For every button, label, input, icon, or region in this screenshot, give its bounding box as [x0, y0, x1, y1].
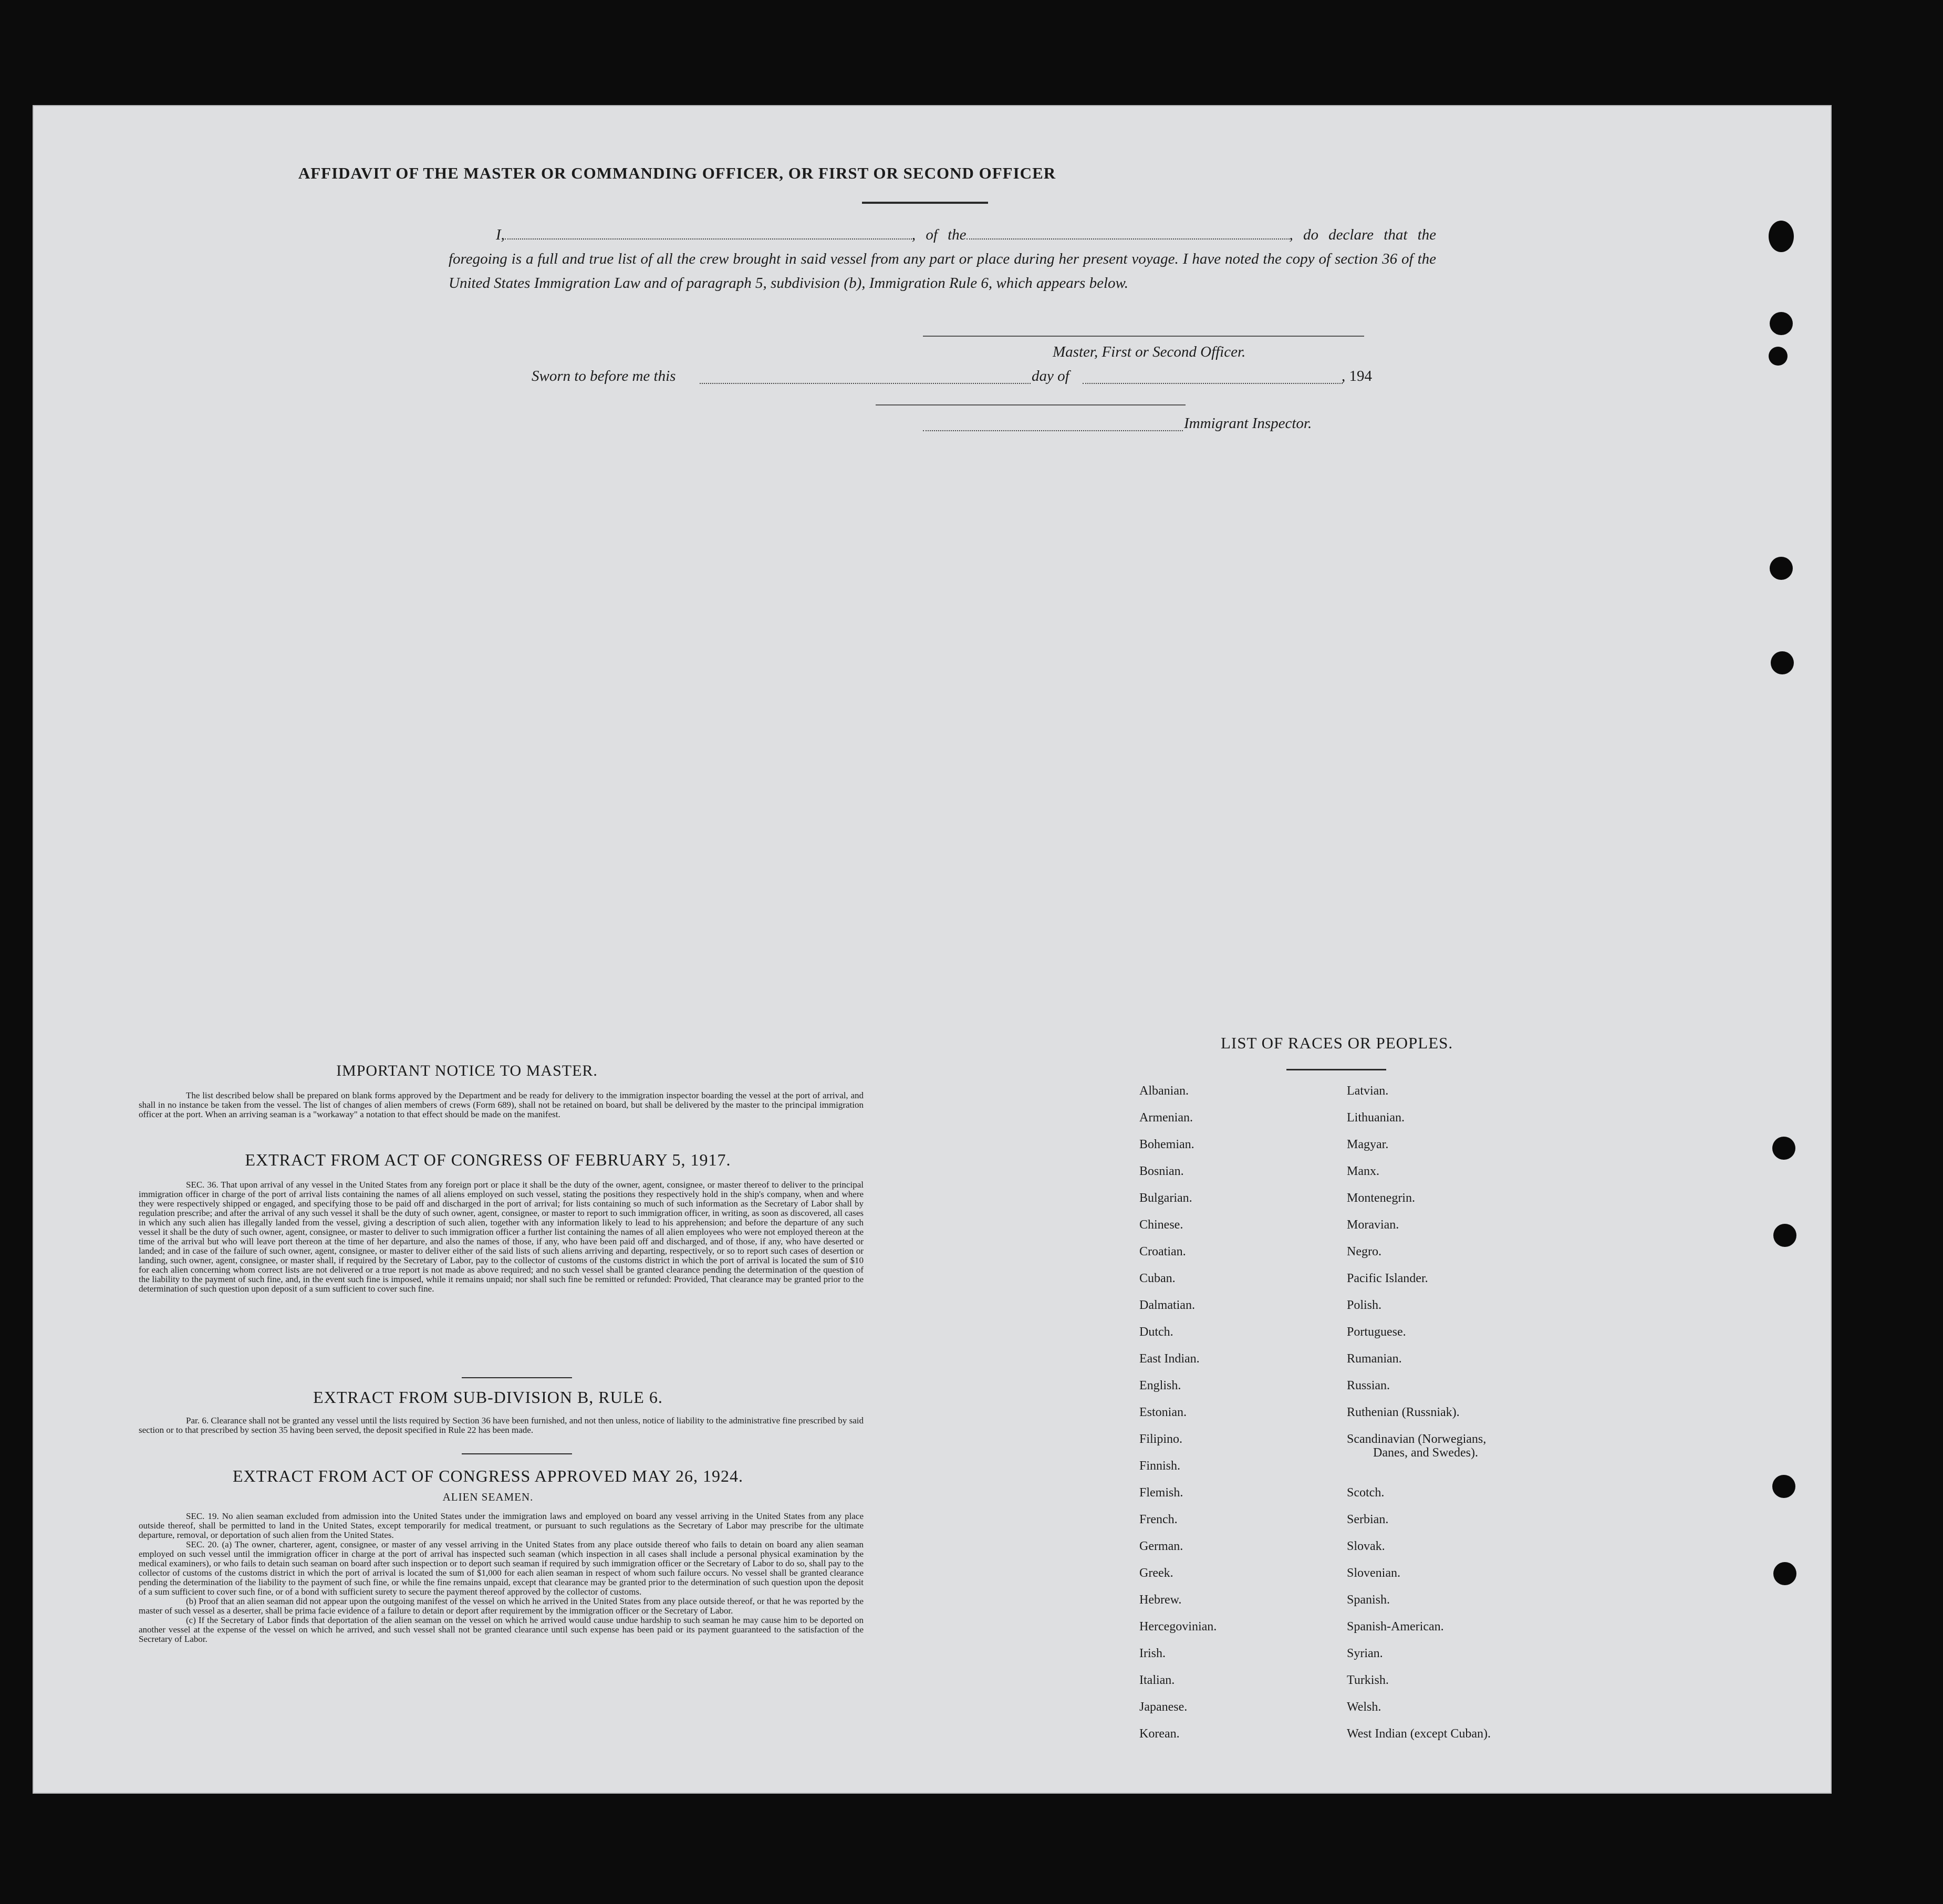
divider	[462, 1377, 572, 1378]
declaration-do-declare: , do declare	[1289, 226, 1374, 243]
race-item: Korean.	[1139, 1727, 1180, 1741]
sworn-date-blank[interactable]	[700, 383, 1031, 384]
sec20c-text: (c) If the Secretary of Labor finds that deportation of the alien seaman on the vessel on which he arrived would cause undue hardship to such seaman he may cause him to be deported on another vessel at the expense of the vessel on which he arrived, and such vessel shall not be granted clearance until such expense has been paid or its payment guaranteed to the satisfaction of the Secretary of Labor.	[139, 1615, 864, 1644]
sworn-label: Sworn to before me this	[532, 368, 676, 384]
race-item: Montenegrin.	[1347, 1191, 1415, 1205]
inspector-name-blank[interactable]	[923, 430, 1183, 431]
extract-1924-body	[139, 1512, 864, 1644]
race-item: Manx.	[1347, 1164, 1379, 1178]
extract-1917-title: EXTRACT FROM ACT OF CONGRESS OF FEBRUARY 5, 1917.	[245, 1150, 731, 1169]
race-item: Ruthenian (Russniak).	[1347, 1406, 1460, 1419]
races-underline	[1286, 1069, 1386, 1070]
name-blank[interactable]	[505, 227, 912, 240]
subdivision-title: EXTRACT FROM SUB-DIVISION B, RULE 6.	[313, 1388, 663, 1407]
punch-hole	[1769, 221, 1794, 252]
race-item: Spanish.	[1347, 1593, 1390, 1607]
race-item: Finnish.	[1139, 1459, 1181, 1473]
race-item: Scandinavian (Norwegians,	[1347, 1432, 1487, 1446]
races-right-column	[1347, 1084, 1491, 1754]
race-item: Japanese.	[1139, 1700, 1188, 1714]
punch-hole	[1770, 557, 1793, 580]
affidavit-declaration	[449, 223, 1436, 295]
notice-text: The list described below shall be prepared on blank forms approved by the Department and be ready for delivery to the immigration inspector boarding the vessel at the port of arrival, and shall in no instance be taken from the vessel. The list of changes of alien members of crews (Form 689), shall not be retained on board, but shall be delivered by the master to the principal immigration officer at the port. When an arriving seaman is a "workaway" a notation to that effect should be made on the manifest.	[139, 1090, 864, 1119]
race-item: Bulgarian.	[1139, 1191, 1192, 1205]
race-item: Filipino.	[1139, 1432, 1183, 1446]
race-item: Chinese.	[1139, 1218, 1183, 1232]
race-item: Polish.	[1347, 1298, 1382, 1312]
race-item: Italian.	[1139, 1673, 1175, 1687]
race-item: Dutch.	[1139, 1325, 1173, 1339]
punch-hole	[1773, 1562, 1796, 1585]
inspector-label: Immigrant Inspector.	[1184, 415, 1312, 432]
race-item: East Indian.	[1139, 1352, 1200, 1366]
declaration-body: that the foregoing is a full and true list of all the crew brought in said vessel from any part or place during her present voyage. I have noted the copy of section 36 of the United States Immigration Law and of paragraph 5, subdivision (b), Immigration Rule 6, which appears below.	[449, 226, 1436, 292]
race-item: Russian.	[1347, 1379, 1390, 1392]
month-blank[interactable]	[1083, 383, 1343, 384]
race-item: Lithuanian.	[1347, 1111, 1405, 1125]
punch-hole	[1769, 347, 1788, 366]
punch-hole	[1773, 1224, 1796, 1247]
divider	[462, 1453, 572, 1454]
race-item: Bohemian.	[1139, 1138, 1194, 1151]
alien-seamen-subtitle: ALIEN SEAMEN.	[442, 1491, 534, 1503]
sec19-text: SEC. 19. No alien seaman excluded from admission into the United States under the immigration laws and employed on board any vessel arriving in the United States from any place outside thereof, shall be permitted to land in the United States, except temporarily for medical treatment, or pursuant to such regulations as the Secretary of Labor may prescribe for the ultimate departure, removal, or deportation of such alien from the United States.	[139, 1511, 864, 1540]
race-item: Bosnian.	[1139, 1164, 1184, 1178]
race-item: Dalmatian.	[1139, 1298, 1195, 1312]
race-item: Serbian.	[1347, 1513, 1389, 1526]
race-item: Croatian.	[1139, 1245, 1186, 1258]
punch-hole	[1772, 1475, 1795, 1498]
declaration-i: I,	[496, 226, 505, 243]
race-item: Negro.	[1347, 1245, 1381, 1258]
race-item: Spanish-American.	[1347, 1620, 1444, 1634]
races-title: LIST OF RACES OR PEOPLES.	[1221, 1034, 1453, 1052]
declaration-of-the: , of the	[911, 226, 967, 243]
punch-hole	[1770, 312, 1793, 335]
day-of-label: day of	[1032, 368, 1069, 384]
race-item: Slovak.	[1347, 1539, 1385, 1553]
inspector-signature-line[interactable]	[876, 404, 1186, 405]
race-item: Scotch.	[1347, 1486, 1385, 1500]
race-item: Flemish.	[1139, 1486, 1183, 1500]
punch-hole	[1771, 651, 1794, 674]
title-underline	[862, 202, 988, 204]
race-item: Portuguese.	[1347, 1325, 1406, 1339]
vessel-blank[interactable]	[967, 227, 1290, 240]
race-item: German.	[1139, 1539, 1183, 1553]
master-signature-line[interactable]	[923, 336, 1364, 337]
race-item-continued: Danes, and Swedes).	[1373, 1446, 1478, 1460]
notice-title: IMPORTANT NOTICE TO MASTER.	[336, 1062, 598, 1079]
race-item: Turkish.	[1347, 1673, 1389, 1687]
year-label: , 194	[1342, 368, 1372, 384]
race-item: Latvian.	[1347, 1084, 1389, 1098]
race-item: Cuban.	[1139, 1272, 1176, 1285]
punch-hole	[1772, 1137, 1795, 1160]
race-item: Greek.	[1139, 1566, 1173, 1580]
subdivision-text: Par. 6. Clearance shall not be granted any vessel until the lists required by Section 36 have been furnished, and not then unless, notice of liability to the administrative fine prescribed by said section or to that prescribed by section 35 having been served, the deposit specified in Rule 22 has been made.	[139, 1416, 864, 1435]
race-item: Albanian.	[1139, 1084, 1189, 1098]
race-item: Hebrew.	[1139, 1593, 1182, 1607]
race-item: Armenian.	[1139, 1111, 1193, 1125]
race-item: Syrian.	[1347, 1647, 1383, 1660]
race-item: Rumanian.	[1347, 1352, 1402, 1366]
race-item: Estonian.	[1139, 1406, 1187, 1419]
races-left-column	[1139, 1084, 1217, 1754]
extract-1924-title: EXTRACT FROM ACT OF CONGRESS APPROVED MAY 26, 1924.	[232, 1466, 744, 1485]
race-item: French.	[1139, 1513, 1178, 1526]
race-item: Moravian.	[1347, 1218, 1399, 1232]
manifest-page	[33, 105, 1832, 1794]
race-item: Irish.	[1139, 1647, 1166, 1660]
race-item: Welsh.	[1347, 1700, 1381, 1714]
sec20b-text: (b) Proof that an alien seaman did not appear upon the outgoing manifest of the vessel on which he arrived in the United States from any place outside thereof, or that he was reported by the master of such vessel as a deserter, shall be prima facie evidence of a failure to detain or deport after requirement by the immigration officer or the Secretary of Labor.	[139, 1596, 864, 1616]
extract-1917-text: SEC. 36. That upon arrival of any vessel in the United States from any foreign port or place it shall be the duty of the owner, agent, consignee, or master thereof to deliver to the principal immigration officer in charge of the port of arrival lists containing the names of all aliens employed on such vessel, stating the positions they respectively hold in the ship's company, when and where they were respectively shipped or engaged, and specifying those to be paid off and discharged in the port of arrival; for lists containing so much of such information as the Secretary of Labor shall by regulation prescribe; and after the arrival of any such vessel it shall be the duty of such owner, agent, consignee, or master to report to such immigration officer, in writing, as soon as discovered, all cases in which any such alien has illegally landed from the vessel, giving a description of such alien, together with any information likely to lead to his apprehension; and before the departure of any such vessel it shall be the duty of such owner, agent, consignee, or master to deliver to such immigration officer a further list containing the names of all alien employees who were not employed thereon at the time of the arrival but who will leave port thereon at the time of her departure, and also the names of those, if any, who have been paid off and discharged, and of those, if any, who have deserted or landed; and in case of the failure of such owner, agent, consignee, or master to deliver either of the said lists of such aliens arriving and departing, respectively, or so to report such cases of desertion or landing, such owner, agent, consignee, or master shall, if required by the Secretary of Labor, pay to the collector of customs of the customs district in which the port of arrival is located the sum of $10 for each alien concerning whom correct lists are not delivered or a true report is not made as above required; and no such vessel shall be granted clearance pending the determination of the question of the liability to the payment of such fine, and, in the event such fine is imposed, while it remains unpaid; nor shall such fine be remitted or refunded: Provided, That clearance may be granted prior to the determination of such question upon deposit of a sum sufficient to cover such fine.	[139, 1180, 864, 1294]
sec20a-text: SEC. 20. (a) The owner, charterer, agent, consignee, or master of any vessel arriving in the United States from any place outside thereof who fails to detain on board any alien seaman employed on such vessel until the immigration officer in charge at the port of arrival has inspected such seaman (which inspection in all cases shall include a personal physical examination by the medical examiners), or who fails to detain such seaman on board after such inspection or to deport such seaman if required by such immigration officer or the Secretary of Labor to do so, shall pay to the collector of customs of the customs district in which the port of arrival is located the sum of $1,000 for each alien seaman in respect of whom such failure occurs. No vessel shall be granted clearance pending the determination of the liability to the payment of such fine, or while the fine remains unpaid, except that clearance may be granted prior to the determination of such question upon the deposit of a sum sufficient to cover such fine, or of a bond with sufficient surety to secure the payment thereof approved by the collector of customs.	[139, 1539, 864, 1597]
master-label: Master, First or Second Officer.	[1053, 344, 1246, 360]
race-item: Slovenian.	[1347, 1566, 1400, 1580]
race-item: Pacific Islander.	[1347, 1272, 1428, 1285]
race-item: Hercegovinian.	[1139, 1620, 1217, 1634]
race-item: English.	[1139, 1379, 1181, 1392]
affidavit-title: AFFIDAVIT OF THE MASTER OR COMMANDING OFFICER, OR FIRST OR SECOND OFFICER	[298, 164, 1056, 182]
race-item: Magyar.	[1347, 1138, 1389, 1151]
race-item: West Indian (except Cuban).	[1347, 1727, 1491, 1741]
